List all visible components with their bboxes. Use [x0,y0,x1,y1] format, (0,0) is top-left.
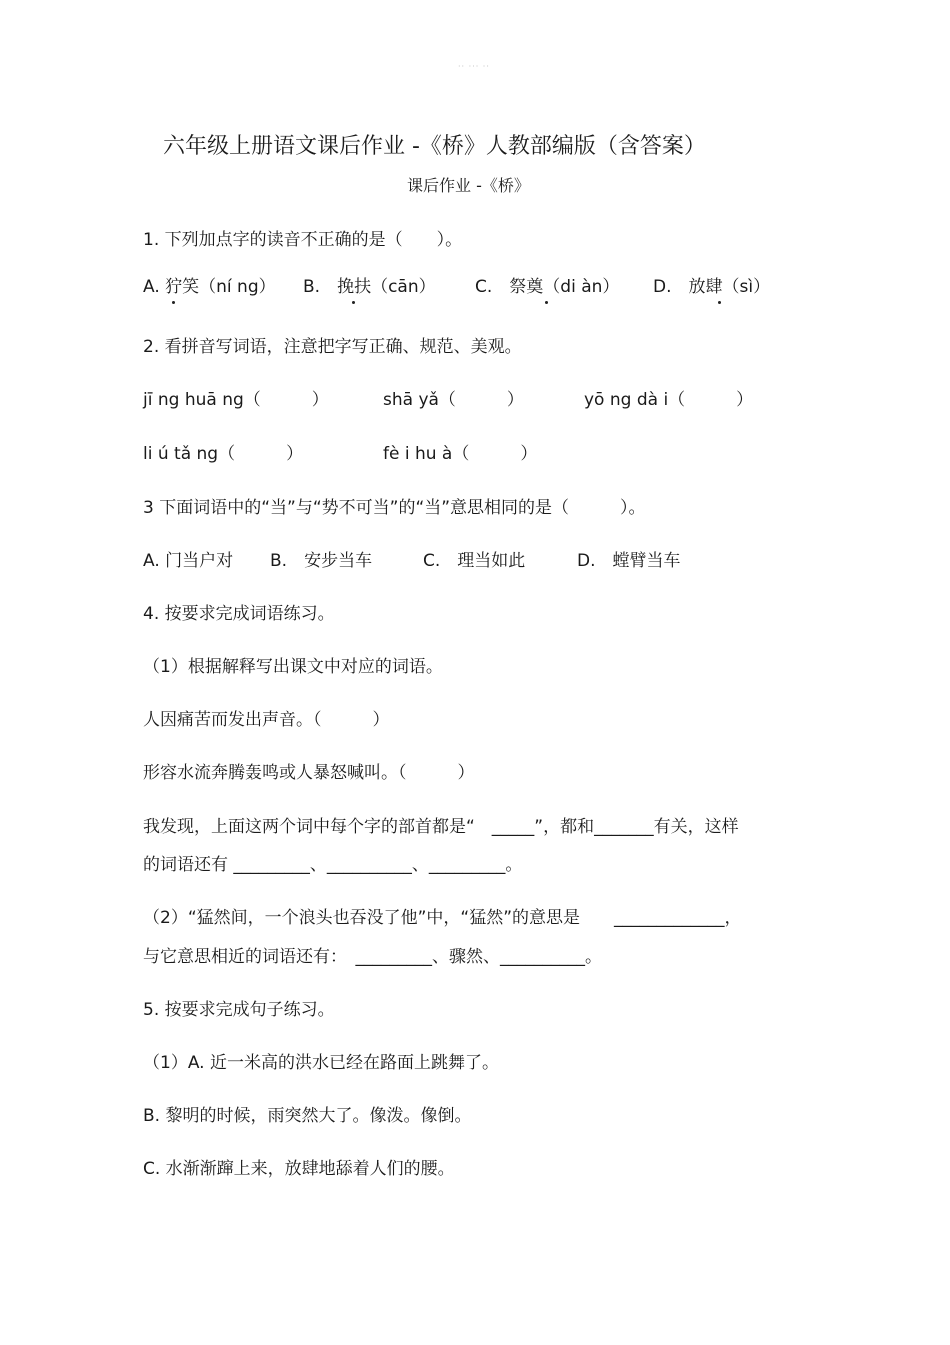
emphasis-dot [718,301,721,304]
page-subtitle: 课后作业 -《桥》 [407,176,530,195]
q2-pinyin-4: li ú tǎ ng（ ） [143,444,304,464]
q1-option-d: D. 放肆（sì） [653,277,771,297]
q2-pinyin-1: jī ng huā ng（ ） [143,390,329,410]
q3-option-a: A. 门当户对 [143,551,234,571]
q5-stem: 5. 按要求完成句子练习。 [143,1000,335,1020]
q4-part2-line-2: 与它意思相近的词语还有： _________、骤然、__________。 [143,947,602,967]
q1-option-b: B. 挽扶（cān） [303,277,436,297]
q5-sentence-c: C. 水渐渐蹿上来，放肆地舔着人们的腰。 [143,1159,455,1179]
q3-option-b: B. 安步当车 [270,551,373,571]
q1-stem: 1. 下列加点字的读音不正确的是（ ）。 [143,230,463,250]
q2-pinyin-5: fè i hu à（ ） [383,444,538,464]
page-title: 六年级上册语文课后作业 -《桥》人教部编版（含答案） [163,134,706,159]
q4-part1: （1）根据解释写出课文中对应的词语。 [143,657,443,677]
q1-option-c: C. 祭奠（di àn） [475,277,620,297]
q4-definition-1: 人因痛苦而发出声音。（ ） [143,710,390,730]
q5-sentence-b: B. 黎明的时候，雨突然大了。像泼。像倒。 [143,1106,472,1126]
emphasis-dot [545,301,548,304]
q4-definition-2: 形容水流奔腾轰鸣或人暴怒喊叫。（ ） [143,763,475,783]
q4-part2-line-1: （2）“猛然间，一个浪头也吞没了他”中，“猛然”的意思是 _____________， [143,908,742,928]
q4-stem: 4. 按要求完成词语练习。 [143,604,335,624]
q2-pinyin-3: yō ng dà i（ ） [584,390,754,410]
emphasis-dot [352,301,355,304]
header-mark: ·· ··· ·· [458,62,490,71]
q3-option-d: D. 螳臂当车 [577,551,681,571]
q4-finding-line-2: 的词语还有 _________、__________、_________。 [143,855,523,875]
q2-stem: 2. 看拼音写词语，注意把字写正确、规范、美观。 [143,337,522,357]
q5-sentence-a: （1）A. 近一米高的洪水已经在路面上跳舞了。 [143,1053,499,1073]
q2-pinyin-2: shā yǎ（ ） [383,390,524,410]
q3-option-c: C. 理当如此 [423,551,526,571]
q1-option-a: A. 狞笑（ní ng） [143,277,276,297]
emphasis-dot [172,301,175,304]
q4-finding-line-1: 我发现，上面这两个词中每个字的部首都是“ _____”，都和_______有关，这样 [143,817,739,837]
q3-stem: 3 下面词语中的“当”与“势不可当”的“当”意思相同的是（ ）。 [143,498,646,518]
